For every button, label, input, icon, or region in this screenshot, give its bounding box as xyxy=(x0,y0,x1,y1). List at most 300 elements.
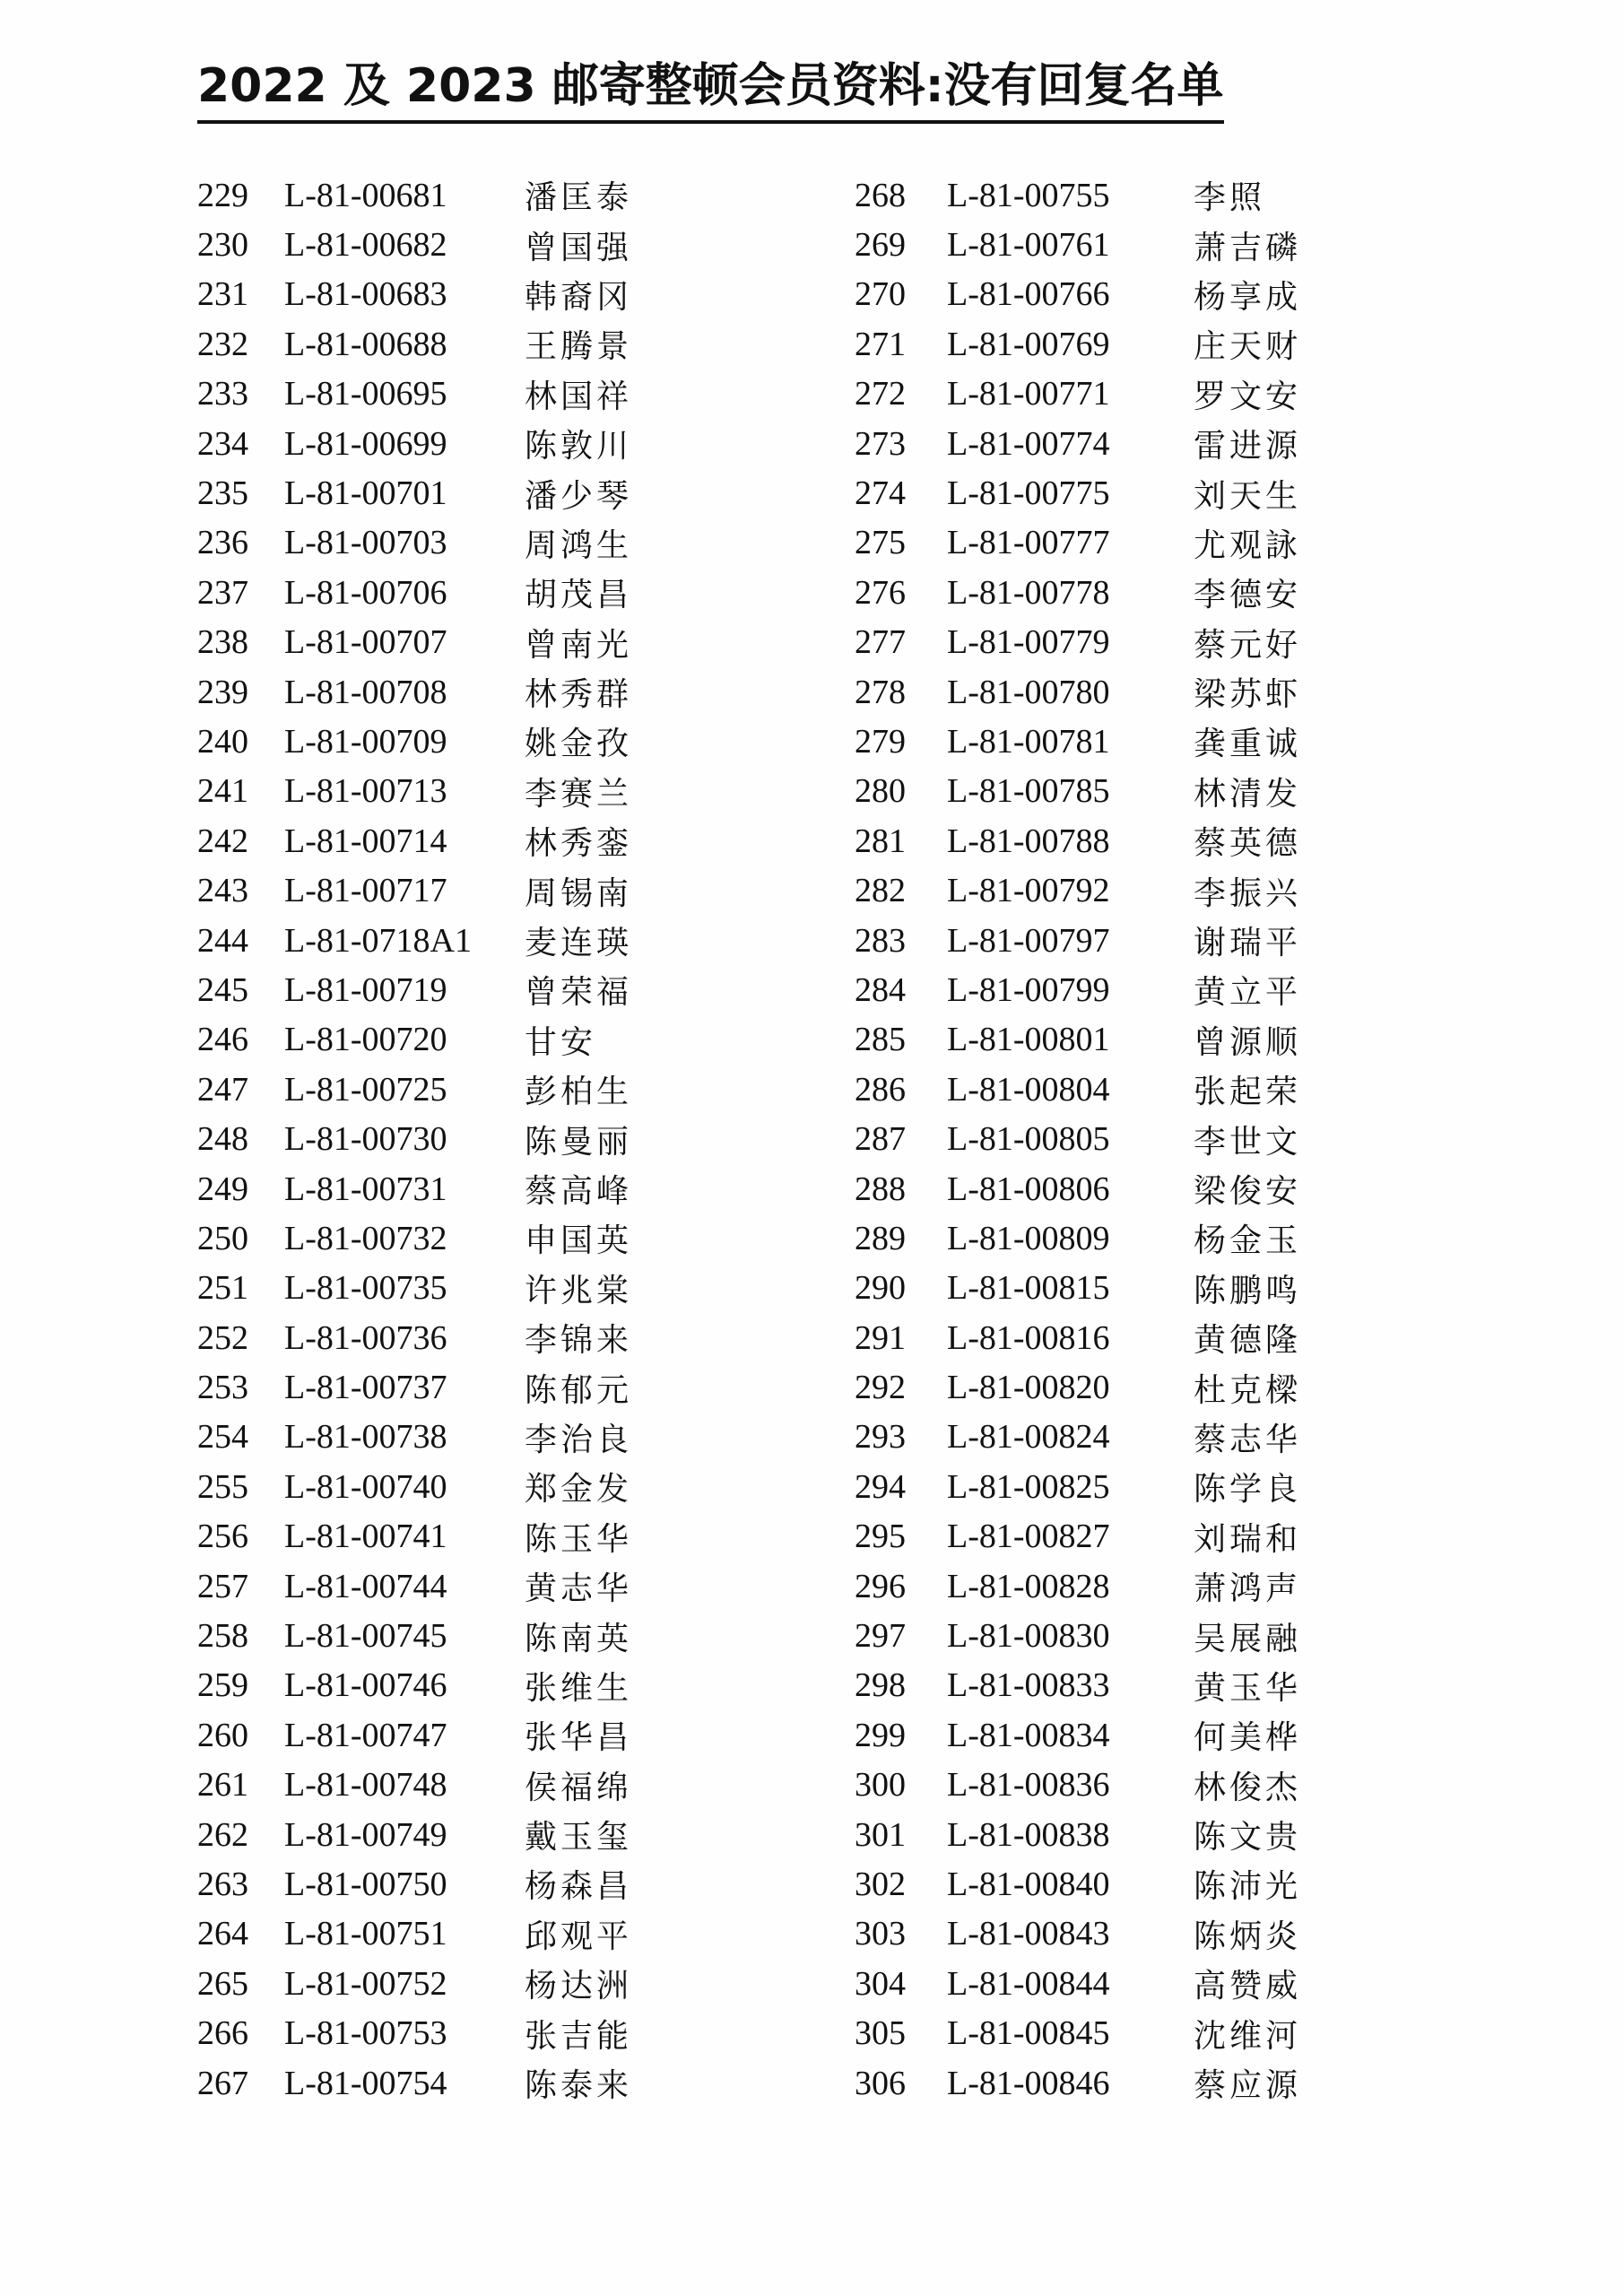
list-item xyxy=(855,1264,1301,1313)
member-number: 234 xyxy=(197,424,248,463)
member-name: 梁苏虾 xyxy=(1194,676,1302,714)
member-code: L-81-00747 xyxy=(284,1716,447,1754)
member-name: 杜克樑 xyxy=(1194,1371,1302,1409)
member-code: L-81-00741 xyxy=(284,1518,447,1556)
member-name: 戴玉玺 xyxy=(525,1819,633,1857)
member-code: L-81-00799 xyxy=(947,970,1110,1009)
member-code: L-81-00682 xyxy=(284,226,447,265)
member-name: 陈鹏鸣 xyxy=(1194,1272,1302,1309)
list-item xyxy=(855,1462,1301,1511)
list-item xyxy=(855,1909,1301,1959)
member-number: 294 xyxy=(855,1467,906,1506)
member-code: L-81-00720 xyxy=(284,1021,447,1059)
member-number: 289 xyxy=(855,1219,906,1257)
member-list-left xyxy=(197,170,632,2108)
member-code: L-81-00746 xyxy=(284,1666,447,1705)
member-number: 247 xyxy=(197,1070,248,1109)
member-name: 曾荣福 xyxy=(525,974,633,1012)
list-item xyxy=(855,518,1301,568)
member-name: 杨森昌 xyxy=(525,1868,633,1906)
member-name: 姚金孜 xyxy=(525,726,633,763)
member-number: 293 xyxy=(855,1418,906,1457)
member-name: 韩裔冈 xyxy=(525,278,633,316)
member-code: L-81-00785 xyxy=(947,772,1110,811)
member-number: 250 xyxy=(197,1219,248,1257)
member-name: 陈玉华 xyxy=(525,1520,633,1558)
member-number: 267 xyxy=(197,2064,248,2102)
member-number: 257 xyxy=(197,1567,248,1605)
member-name: 陈郁元 xyxy=(525,1371,633,1409)
member-number: 237 xyxy=(197,573,248,612)
member-name: 吴展融 xyxy=(1194,1620,1302,1657)
list-item xyxy=(197,816,632,865)
member-name: 蔡志华 xyxy=(1194,1421,1302,1458)
member-number: 306 xyxy=(855,2064,906,2102)
member-code: L-81-00777 xyxy=(947,524,1110,562)
list-item xyxy=(855,916,1301,965)
member-code: L-81-00838 xyxy=(947,1815,1110,1854)
member-code: L-81-00737 xyxy=(284,1369,447,1407)
member-code: L-81-00820 xyxy=(947,1369,1110,1407)
member-name: 彭柏生 xyxy=(525,1074,633,1111)
list-item xyxy=(855,1959,1301,2008)
member-number: 295 xyxy=(855,1518,906,1556)
list-item xyxy=(197,1761,632,1810)
list-item xyxy=(197,1710,632,1760)
list-item xyxy=(197,170,632,220)
list-item xyxy=(197,767,632,816)
member-name: 林俊杰 xyxy=(1194,1769,1302,1806)
member-name: 林秀群 xyxy=(525,676,633,714)
member-code: L-81-00804 xyxy=(947,1070,1110,1109)
member-name: 周锡南 xyxy=(525,874,633,912)
member-name: 龚重诚 xyxy=(1194,726,1302,763)
list-item xyxy=(855,2008,1301,2057)
list-item xyxy=(855,468,1301,517)
member-name: 庄天财 xyxy=(1194,328,1302,366)
member-code: L-81-00816 xyxy=(947,1318,1110,1357)
member-code: L-81-00844 xyxy=(947,1964,1110,2003)
member-name: 陈曼丽 xyxy=(525,1123,633,1161)
list-item xyxy=(197,1959,632,2008)
member-number: 296 xyxy=(855,1567,906,1605)
member-code: L-81-00701 xyxy=(284,474,447,513)
list-item xyxy=(197,1561,632,1611)
list-item xyxy=(197,1065,632,1114)
member-code: L-81-00755 xyxy=(947,176,1110,214)
member-code: L-81-00738 xyxy=(284,1418,447,1457)
member-name: 谢瑞平 xyxy=(1194,925,1302,962)
member-number: 238 xyxy=(197,623,248,662)
member-code: L-81-00706 xyxy=(284,573,447,612)
member-number: 270 xyxy=(855,275,906,314)
list-item xyxy=(855,1213,1301,1263)
member-number: 240 xyxy=(197,722,248,761)
list-item xyxy=(855,270,1301,319)
member-name: 杨金玉 xyxy=(1194,1222,1302,1260)
member-name: 曾国强 xyxy=(525,229,633,266)
member-name: 陈文贵 xyxy=(1194,1819,1302,1857)
list-item xyxy=(855,965,1301,1014)
member-name: 李锦来 xyxy=(525,1322,633,1360)
member-number: 283 xyxy=(855,921,906,960)
member-name: 刘天生 xyxy=(1194,477,1302,515)
list-item xyxy=(855,1710,1301,1760)
member-number: 233 xyxy=(197,375,248,413)
member-code: L-81-00681 xyxy=(284,176,447,214)
member-code: L-81-00740 xyxy=(284,1467,447,1506)
member-number: 231 xyxy=(197,275,248,314)
list-item xyxy=(855,1611,1301,1660)
list-item xyxy=(197,468,632,517)
member-name: 邱观平 xyxy=(525,1918,633,1955)
member-name: 蔡英德 xyxy=(1194,825,1302,863)
member-code: L-81-00769 xyxy=(947,325,1110,363)
list-item xyxy=(197,518,632,568)
member-code: L-81-00815 xyxy=(947,1269,1110,1308)
member-code: L-81-00780 xyxy=(947,673,1110,711)
member-code: L-81-00774 xyxy=(947,424,1110,463)
member-name: 梁俊安 xyxy=(1194,1173,1302,1210)
member-name: 陈南英 xyxy=(525,1620,633,1657)
member-name: 陈炳炎 xyxy=(1194,1918,1302,1955)
member-number: 230 xyxy=(197,226,248,265)
member-name: 萧吉磷 xyxy=(1194,229,1302,266)
member-name: 尤观詠 xyxy=(1194,526,1302,564)
list-item xyxy=(855,1015,1301,1065)
member-code: L-81-00778 xyxy=(947,573,1110,612)
list-item xyxy=(197,1909,632,1959)
member-number: 292 xyxy=(855,1369,906,1407)
member-number: 273 xyxy=(855,424,906,463)
member-number: 244 xyxy=(197,921,248,960)
member-name: 蔡元好 xyxy=(1194,626,1302,664)
list-item xyxy=(855,1362,1301,1412)
member-number: 246 xyxy=(197,1021,248,1059)
list-item xyxy=(197,1264,632,1313)
member-number: 302 xyxy=(855,1865,906,1903)
member-code: L-81-00699 xyxy=(284,424,447,463)
member-code: L-81-00792 xyxy=(947,872,1110,910)
member-name: 蔡高峰 xyxy=(525,1173,633,1210)
list-item xyxy=(855,1313,1301,1362)
list-item xyxy=(197,220,632,269)
member-number: 235 xyxy=(197,474,248,513)
list-item xyxy=(855,2058,1301,2108)
list-item xyxy=(197,2058,632,2108)
member-name: 曾南光 xyxy=(525,626,633,664)
member-code: L-81-00707 xyxy=(284,623,447,662)
list-item xyxy=(855,1810,1301,1859)
member-code: L-81-00736 xyxy=(284,1318,447,1357)
list-item xyxy=(197,1164,632,1213)
member-number: 285 xyxy=(855,1021,906,1059)
list-item xyxy=(855,667,1301,717)
list-item xyxy=(197,1810,632,1859)
member-name: 萧鸿声 xyxy=(1194,1570,1302,1608)
member-name: 高赞威 xyxy=(1194,1968,1302,2005)
list-item xyxy=(855,1413,1301,1462)
member-number: 287 xyxy=(855,1120,906,1159)
member-number: 253 xyxy=(197,1369,248,1407)
list-item xyxy=(197,618,632,667)
member-number: 291 xyxy=(855,1318,906,1357)
list-item xyxy=(855,1661,1301,1710)
member-name: 李德安 xyxy=(1194,577,1302,614)
member-number: 258 xyxy=(197,1617,248,1656)
member-code: L-81-00836 xyxy=(947,1766,1110,1805)
member-number: 248 xyxy=(197,1120,248,1159)
member-name: 李照 xyxy=(1194,179,1266,217)
member-name: 胡茂昌 xyxy=(525,577,633,614)
member-code: L-81-0718A1 xyxy=(284,921,472,960)
list-item xyxy=(197,667,632,717)
member-code: L-81-00834 xyxy=(947,1716,1110,1754)
member-code: L-81-00801 xyxy=(947,1021,1110,1059)
member-code: L-81-00748 xyxy=(284,1766,447,1805)
member-code: L-81-00845 xyxy=(947,2014,1110,2053)
list-item xyxy=(197,865,632,915)
member-name: 李赛兰 xyxy=(525,775,633,813)
member-name: 陈敦川 xyxy=(525,428,633,465)
member-code: L-81-00683 xyxy=(284,275,447,314)
member-code: L-81-00797 xyxy=(947,921,1110,960)
member-number: 251 xyxy=(197,1269,248,1308)
member-name: 黄德隆 xyxy=(1194,1322,1302,1360)
member-name: 雷进源 xyxy=(1194,428,1302,465)
member-name: 蔡应源 xyxy=(1194,2067,1302,2105)
list-item xyxy=(197,1611,632,1660)
member-name: 杨享成 xyxy=(1194,278,1302,316)
list-item xyxy=(197,319,632,369)
member-code: L-81-00846 xyxy=(947,2064,1110,2102)
member-number: 262 xyxy=(197,1815,248,1854)
member-number: 303 xyxy=(855,1915,906,1953)
member-name: 麦连瑛 xyxy=(525,925,633,962)
member-code: L-81-00713 xyxy=(284,772,447,811)
member-code: L-81-00761 xyxy=(947,226,1110,265)
member-number: 301 xyxy=(855,1815,906,1854)
member-name: 林国祥 xyxy=(525,378,633,415)
member-name: 甘安 xyxy=(525,1023,597,1061)
member-number: 254 xyxy=(197,1418,248,1457)
list-item xyxy=(855,618,1301,667)
member-name: 何美桦 xyxy=(1194,1719,1302,1757)
member-code: L-81-00806 xyxy=(947,1170,1110,1208)
member-number: 243 xyxy=(197,872,248,910)
member-name: 陈学良 xyxy=(1194,1471,1302,1509)
member-number: 256 xyxy=(197,1518,248,1556)
list-item xyxy=(197,1015,632,1065)
member-code: L-81-00719 xyxy=(284,970,447,1009)
list-item xyxy=(197,370,632,419)
member-name: 杨达洲 xyxy=(525,1968,633,2005)
member-code: L-81-00695 xyxy=(284,375,447,413)
list-item xyxy=(855,319,1301,369)
member-code: L-81-00744 xyxy=(284,1567,447,1605)
member-number: 255 xyxy=(197,1467,248,1506)
member-number: 241 xyxy=(197,772,248,811)
list-item xyxy=(855,1065,1301,1114)
member-code: L-81-00771 xyxy=(947,375,1110,413)
member-code: L-81-00749 xyxy=(284,1815,447,1854)
list-item xyxy=(197,1661,632,1710)
member-code: L-81-00828 xyxy=(947,1567,1110,1605)
list-item xyxy=(197,916,632,965)
member-number: 271 xyxy=(855,325,906,363)
member-name: 张吉能 xyxy=(525,2017,633,2055)
member-code: L-81-00805 xyxy=(947,1120,1110,1159)
member-name: 黄立平 xyxy=(1194,974,1302,1012)
member-number: 277 xyxy=(855,623,906,662)
member-code: L-81-00766 xyxy=(947,275,1110,314)
member-code: L-81-00730 xyxy=(284,1120,447,1159)
member-code: L-81-00827 xyxy=(947,1518,1110,1556)
member-number: 275 xyxy=(855,524,906,562)
member-number: 265 xyxy=(197,1964,248,2003)
member-name: 林秀銮 xyxy=(525,825,633,863)
list-item xyxy=(855,1512,1301,1561)
member-code: L-81-00788 xyxy=(947,822,1110,860)
member-code: L-81-00809 xyxy=(947,1219,1110,1257)
member-code: L-81-00709 xyxy=(284,722,447,761)
member-number: 304 xyxy=(855,1964,906,2003)
member-number: 299 xyxy=(855,1716,906,1754)
member-number: 279 xyxy=(855,722,906,761)
member-number: 264 xyxy=(197,1915,248,1953)
member-name: 周鸿生 xyxy=(525,526,633,564)
list-item xyxy=(855,170,1301,220)
member-name: 潘匡泰 xyxy=(525,179,633,217)
member-name: 郑金发 xyxy=(525,1471,633,1509)
list-item xyxy=(197,717,632,766)
member-number: 242 xyxy=(197,822,248,860)
list-item xyxy=(197,1859,632,1909)
member-name: 许兆棠 xyxy=(525,1272,633,1309)
member-code: L-81-00714 xyxy=(284,822,447,860)
member-number: 274 xyxy=(855,474,906,513)
list-item xyxy=(855,370,1301,419)
member-code: L-81-00843 xyxy=(947,1915,1110,1953)
member-code: L-81-00833 xyxy=(947,1666,1110,1705)
list-item xyxy=(855,1859,1301,1909)
member-number: 297 xyxy=(855,1617,906,1656)
list-item xyxy=(855,1164,1301,1213)
member-code: L-81-00717 xyxy=(284,872,447,910)
member-name: 李治良 xyxy=(525,1421,633,1458)
list-item xyxy=(197,2008,632,2057)
member-name: 侯福绵 xyxy=(525,1769,633,1806)
member-code: L-81-00751 xyxy=(284,1915,447,1953)
member-number: 259 xyxy=(197,1666,248,1705)
member-code: L-81-00750 xyxy=(284,1865,447,1903)
member-code: L-81-00779 xyxy=(947,623,1110,662)
member-number: 266 xyxy=(197,2014,248,2053)
list-item xyxy=(855,767,1301,816)
member-number: 239 xyxy=(197,673,248,711)
member-code: L-81-00753 xyxy=(284,2014,447,2053)
member-name: 张维生 xyxy=(525,1669,633,1707)
member-name: 罗文安 xyxy=(1194,378,1302,415)
list-item xyxy=(197,270,632,319)
member-number: 300 xyxy=(855,1766,906,1805)
member-number: 281 xyxy=(855,822,906,860)
member-name: 张起荣 xyxy=(1194,1074,1302,1111)
member-number: 276 xyxy=(855,573,906,612)
member-code: L-81-00703 xyxy=(284,524,447,562)
list-item xyxy=(197,1362,632,1412)
member-name: 陈泰来 xyxy=(525,2067,633,2105)
list-item xyxy=(197,1114,632,1163)
member-code: L-81-00725 xyxy=(284,1070,447,1109)
member-code: L-81-00731 xyxy=(284,1170,447,1208)
member-number: 249 xyxy=(197,1170,248,1208)
member-name: 李世文 xyxy=(1194,1123,1302,1161)
member-number: 252 xyxy=(197,1318,248,1357)
member-number: 278 xyxy=(855,673,906,711)
list-item xyxy=(855,717,1301,766)
member-name: 沈维河 xyxy=(1194,2017,1302,2055)
list-item xyxy=(197,1462,632,1511)
member-number: 286 xyxy=(855,1070,906,1109)
member-number: 261 xyxy=(197,1766,248,1805)
list-item xyxy=(197,1313,632,1362)
list-item xyxy=(197,419,632,468)
list-item xyxy=(197,568,632,617)
list-item xyxy=(855,1114,1301,1163)
list-item xyxy=(197,1213,632,1263)
member-code: L-81-00735 xyxy=(284,1269,447,1308)
list-item xyxy=(855,1761,1301,1810)
member-name: 黄玉华 xyxy=(1194,1669,1302,1707)
list-item xyxy=(197,1512,632,1561)
member-code: L-81-00732 xyxy=(284,1219,447,1257)
member-list-right xyxy=(855,170,1301,2108)
member-name: 申国英 xyxy=(525,1222,633,1260)
member-name: 陈沛光 xyxy=(1194,1868,1302,1906)
member-code: L-81-00754 xyxy=(284,2064,447,2102)
list-item xyxy=(197,965,632,1014)
member-number: 229 xyxy=(197,176,248,214)
member-number: 272 xyxy=(855,375,906,413)
member-name: 张华昌 xyxy=(525,1719,633,1757)
list-item xyxy=(855,865,1301,915)
member-code: L-81-00752 xyxy=(284,1964,447,2003)
member-number: 288 xyxy=(855,1170,906,1208)
member-number: 263 xyxy=(197,1865,248,1903)
member-name: 李振兴 xyxy=(1194,874,1302,912)
member-code: L-81-00688 xyxy=(284,325,447,363)
member-number: 280 xyxy=(855,772,906,811)
member-number: 236 xyxy=(197,524,248,562)
member-code: L-81-00840 xyxy=(947,1865,1110,1903)
member-name: 潘少琴 xyxy=(525,477,633,515)
list-item xyxy=(855,568,1301,617)
member-name: 刘瑞和 xyxy=(1194,1520,1302,1558)
list-item xyxy=(855,419,1301,468)
list-item xyxy=(197,1413,632,1462)
member-code: L-81-00775 xyxy=(947,474,1110,513)
member-code: L-81-00825 xyxy=(947,1467,1110,1506)
member-name: 林清发 xyxy=(1194,775,1302,813)
member-code: L-81-00745 xyxy=(284,1617,447,1656)
member-name: 王腾景 xyxy=(525,328,633,366)
member-number: 260 xyxy=(197,1716,248,1754)
member-code: L-81-00830 xyxy=(947,1617,1110,1656)
member-number: 245 xyxy=(197,970,248,1009)
page-title: 2022 及 2023 邮寄整顿会员资料:没有回复名单 xyxy=(197,54,1224,124)
list-item xyxy=(855,816,1301,865)
